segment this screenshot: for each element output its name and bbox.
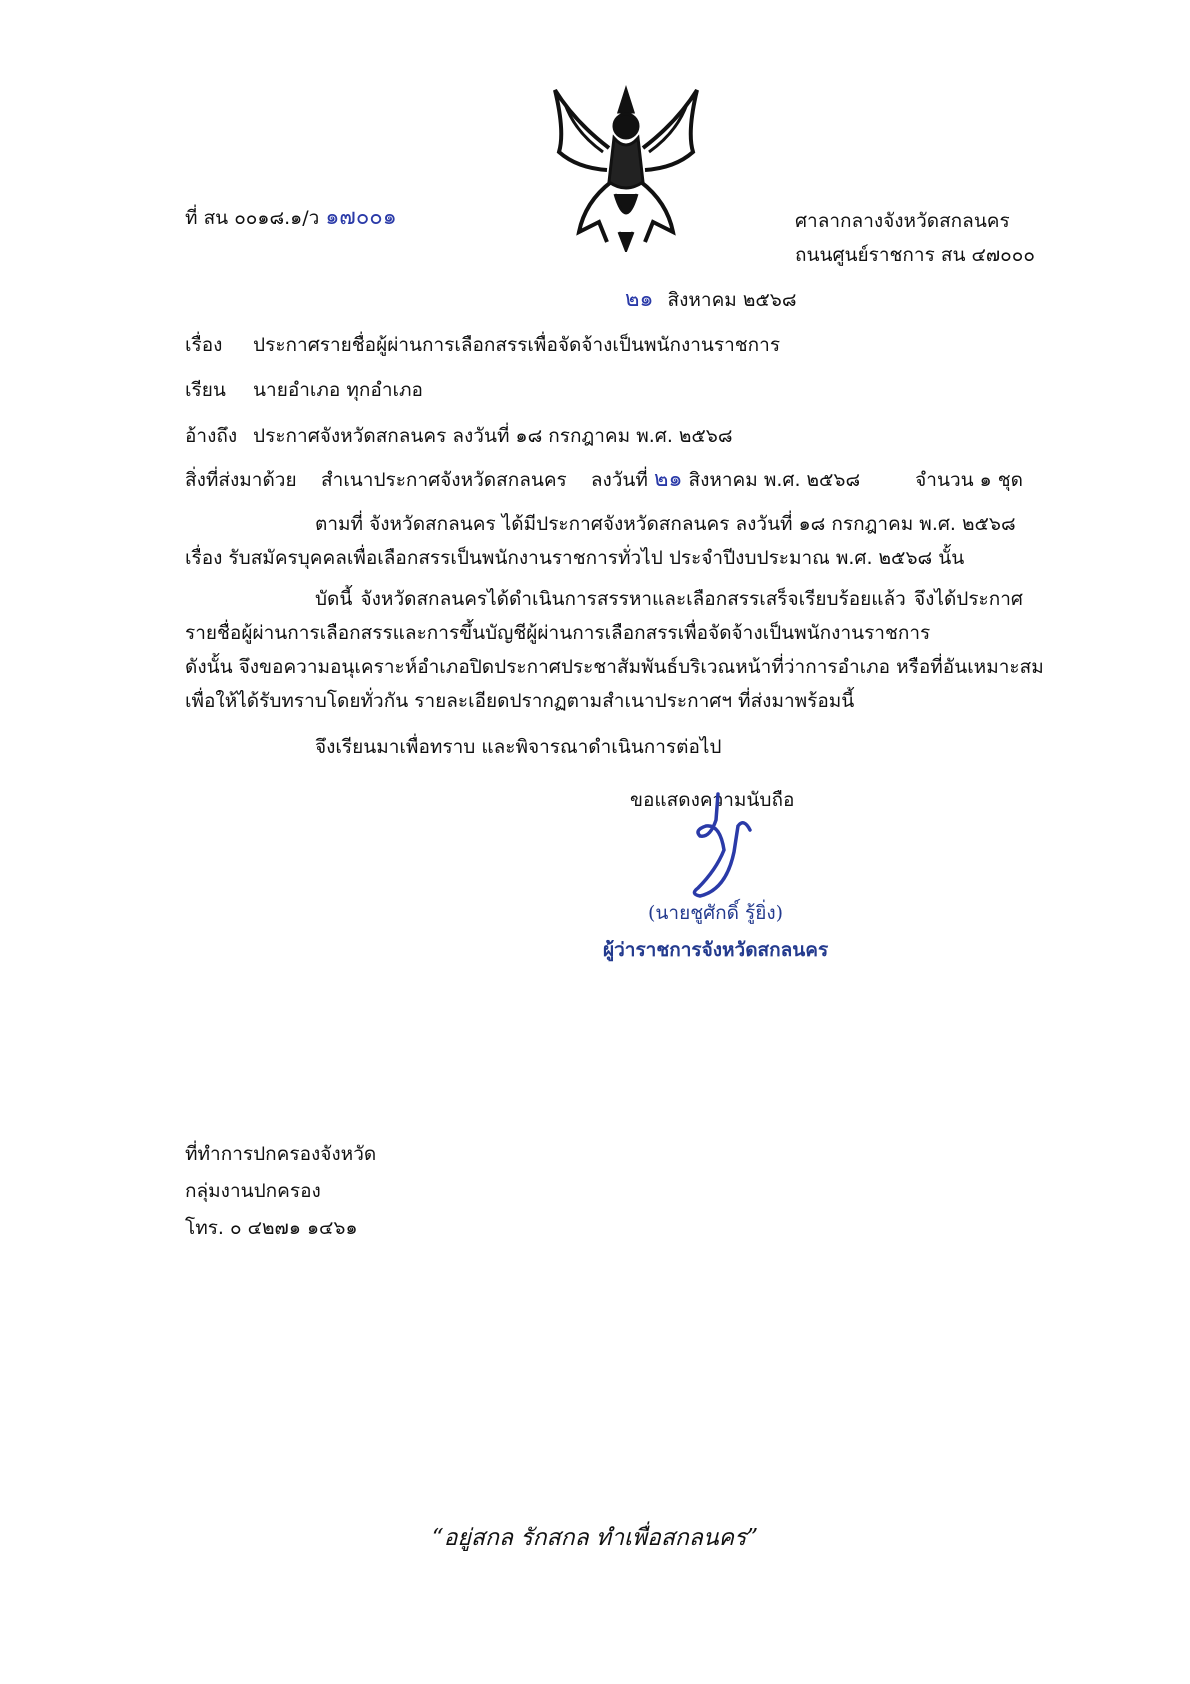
paragraph-line: รายชื่อผู้ผ่านการเลือกสรรและการขึ้นบัญชีผู้ผ่านการเลือกสรรเพื่อจัดจ้างเป็นพนักงานราชการ [185,622,931,644]
office-address-line-2: ถนนศูนย์ราชการ สน ๔๗๐๐๐ [795,244,1035,266]
issuing-division: กลุ่มงานปกครอง [185,1180,321,1202]
handwritten-date-day: ๒๑ [625,287,654,312]
signature-scribble [660,790,780,900]
issuing-department: ที่ทำการปกครองจังหวัด [185,1143,377,1165]
body-paragraph-1 [185,507,1023,575]
signer-name: (นายชูศักดิ์ รู้ยิ่ง) [648,902,784,924]
enclosure-quantity: จำนวน ๑ ชุด [915,469,1023,491]
recipient-label: เรียน [185,379,226,401]
subject-value: ประกาศรายชื่อผู้ผ่านการเลือกสรรเพื่อจัดจ้างเป็นพนักงานราชการ [253,334,781,356]
paragraph-line: บัดนี้ จังหวัดสกลนครได้ดำเนินการสรรหาและเลือกสรรเสร็จเรียบร้อยแล้ว จึงได้ประกาศ [315,588,1023,610]
enclosure-date-label: ลงวันที่ [590,469,648,491]
enclosure-date: สิงหาคม พ.ศ. ๒๕๖๘ [688,469,861,491]
reference-label: อ้างถึง [185,425,238,447]
handwritten-reference-number: ๑๗๐๐๑ [325,205,397,230]
recipient-value: นายอำเภอ ทุกอำเภอ [253,379,423,401]
body-paragraph-3: จึงเรียนมาเพื่อทราบ และพิจารณาดำเนินการต่อไป [315,736,722,758]
enclosure-value: สำเนาประกาศจังหวัดสกลนคร [321,469,567,491]
signer-title: ผู้ว่าราชการจังหวัดสกลนคร [603,939,829,961]
document-date: สิงหาคม ๒๕๖๘ [667,289,797,311]
paragraph-line: เพื่อให้ได้รับทราบโดยทั่วกัน รายละเอียดปรากฏตามสำเนาประกาศฯ ที่ส่งมาพร้อมนี้ [185,690,855,712]
garuda-emblem-icon [545,82,707,252]
closing-regards: ขอแสดงความนับถือ [630,789,795,811]
paragraph-line: ตามที่ จังหวัดสกลนคร ได้มีประกาศจังหวัดสกลนคร ลงวันที่ ๑๘ กรกฎาคม พ.ศ. ๒๕๖๘ [315,513,1016,535]
handwritten-enclosure-day: ๒๑ [653,467,683,492]
paragraph-line: เรื่อง รับสมัครบุคคลเพื่อเลือกสรรเป็นพนักงานราชการทั่วไป ประจำปีงบประมาณ พ.ศ. ๒๕๖๘ นั้น [185,547,965,569]
contact-phone: โทร. ๐ ๔๒๗๑ ๑๔๖๑ [185,1217,358,1239]
enclosure-label: สิ่งที่ส่งมาด้วย [185,469,297,491]
province-motto: “อยู่สกล รักสกล ทำเพื่อสกลนคร” [431,1525,759,1551]
office-address-line-1: ศาลากลางจังหวัดสกลนคร [795,210,1010,232]
body-paragraph-2 [185,582,1044,718]
subject-label: เรื่อง [185,334,223,356]
reference-value: ประกาศจังหวัดสกลนคร ลงวันที่ ๑๘ กรกฎาคม พ.ศ. ๒๕๖๘ [253,425,733,447]
document-reference-number: ที่ สน ๐๐๑๘.๑/ว [185,207,320,229]
paragraph-line: ดังนั้น จึงขอความอนุเคราะห์อำเภอปิดประกาศประชาสัมพันธ์บริเวณหน้าที่ว่าการอำเภอ หรือที่อันเหมาะสม [185,656,1044,678]
